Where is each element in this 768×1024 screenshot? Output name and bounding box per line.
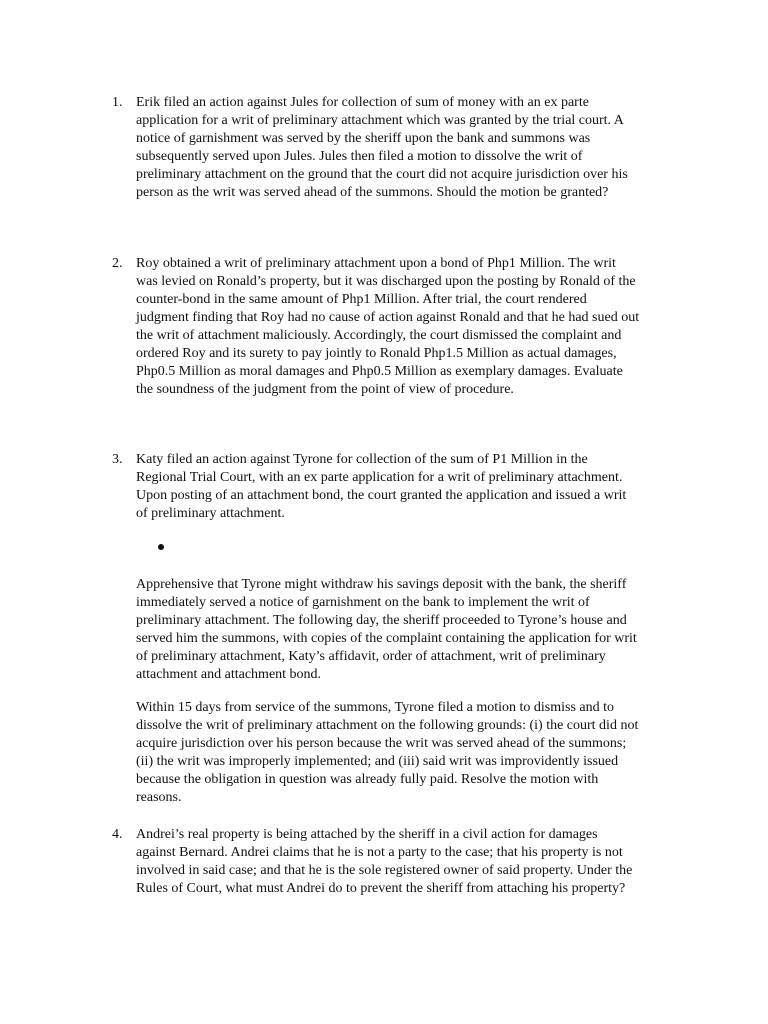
question-number: 1. bbox=[112, 95, 123, 110]
text-line: Erik filed an action against Jules for collection of sum of money with an ex parte bbox=[136, 95, 589, 110]
question-text bbox=[136, 826, 676, 898]
q3-paragraph-2 bbox=[136, 699, 676, 807]
text-line: the soundness of the judgment from the point of view of procedure. bbox=[136, 382, 514, 397]
text-line: against Bernard. Andrei claims that he is not a party to the case; that his property is not bbox=[136, 845, 623, 860]
text-line: dissolve the writ of preliminary attachment on the following grounds: (i) the court did not bbox=[136, 718, 639, 733]
question-number: 2. bbox=[112, 256, 123, 271]
text-line: judgment finding that Roy had no cause of action against Ronald and that he had sued out bbox=[136, 310, 640, 325]
text-line: application for a writ of preliminary attachment which was granted by the trial court. A bbox=[136, 113, 624, 128]
text-line: involved in said case; and that he is the sole registered owner of said property. Under the bbox=[136, 863, 633, 878]
text-line: notice of garnishment was served by the sheriff upon the bank and summons was bbox=[136, 131, 591, 146]
question-text bbox=[136, 255, 676, 399]
bullet-point bbox=[158, 544, 164, 550]
question-text bbox=[136, 451, 676, 523]
text-line: because the obligation in question was already fully paid. Resolve the motion with bbox=[136, 772, 599, 787]
question-number: 3. bbox=[112, 452, 123, 467]
text-line: subsequently served upon Jules. Jules then filed a motion to dissolve the writ of bbox=[136, 149, 583, 164]
text-line: ordered Roy and its surety to pay jointly to Ronald Php1.5 Million as actual damages, bbox=[136, 346, 617, 361]
text-line: preliminary attachment. The following day, the sheriff proceeded to Tyrone’s house and bbox=[136, 613, 627, 628]
text-line: acquire jurisdiction over his person because the writ was served ahead of the summons; bbox=[136, 736, 627, 751]
text-line: Upon posting of an attachment bond, the court granted the application and issued a writ bbox=[136, 488, 627, 503]
text-line: Rules of Court, what must Andrei do to prevent the sheriff from attaching his property? bbox=[136, 881, 626, 896]
q3-paragraph-1 bbox=[136, 576, 676, 684]
text-line: Roy obtained a writ of preliminary attachment upon a bond of Php1 Million. The writ bbox=[136, 256, 616, 271]
question-number: 4. bbox=[112, 827, 123, 842]
text-line: Within 15 days from service of the summons, Tyrone filed a motion to dismiss and to bbox=[136, 700, 615, 715]
text-line: Php0.5 Million as moral damages and Php0.5 Million as exemplary damages. Evaluate bbox=[136, 364, 623, 379]
text-line: was levied on Ronald’s property, but it was discharged upon the posting by Ronald of the bbox=[136, 274, 636, 289]
text-line: of preliminary attachment, Katy’s affidavit, order of attachment, writ of preliminary bbox=[136, 649, 606, 664]
text-line: Apprehensive that Tyrone might withdraw his savings deposit with the bank, the sheriff bbox=[136, 577, 627, 592]
text-line: immediately served a notice of garnishment on the bank to implement the writ of bbox=[136, 595, 590, 610]
text-line: reasons. bbox=[136, 790, 182, 805]
text-line: preliminary attachment on the ground that the court did not acquire jurisdiction over his bbox=[136, 167, 628, 182]
text-line: person as the writ was served ahead of the summons. Should the motion be granted? bbox=[136, 185, 609, 200]
text-line: counter-bond in the same amount of Php1 Million. After trial, the court rendered bbox=[136, 292, 587, 307]
text-line: of preliminary attachment. bbox=[136, 506, 285, 521]
text-line: attachment and attachment bond. bbox=[136, 667, 322, 682]
text-line: Andrei’s real property is being attached by the sheriff in a civil action for damages bbox=[136, 827, 598, 842]
text-line: Regional Trial Court, with an ex parte application for a writ of preliminary attachment. bbox=[136, 470, 623, 485]
question-text bbox=[136, 94, 676, 202]
text-line: served him the summons, with copies of the complaint containing the application for writ bbox=[136, 631, 637, 646]
text-line: the writ of attachment maliciously. Accordingly, the court dismissed the complaint and bbox=[136, 328, 622, 343]
text-line: Katy filed an action against Tyrone for collection of the sum of P1 Million in the bbox=[136, 452, 588, 467]
text-line: (ii) the writ was improperly implemented; and (iii) said writ was improvidently issued bbox=[136, 754, 619, 769]
